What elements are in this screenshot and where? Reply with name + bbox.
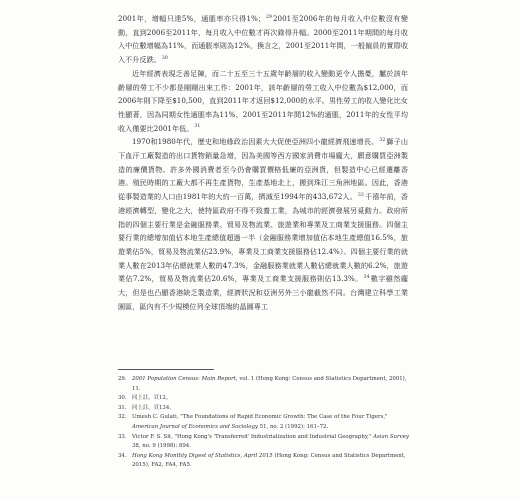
footnote-rule [118,369,214,370]
paragraph-text: 2001年，增幅只達5%，通脹率亦只得1%； [118,14,266,23]
footnote-marker[interactable]: 29 [266,14,272,20]
footnote-marker[interactable]: 33 [357,192,364,198]
footnote-marker[interactable]: 31 [194,124,201,130]
footnote-number: 34. [118,452,127,459]
footnote-marker[interactable]: 34 [363,275,370,280]
citation-text: 51, no. 2 (1992): 161–72. [257,423,329,430]
footnote-text [132,375,410,394]
footnote-item [118,413,410,432]
paragraph-text: 2001至2006年的每月收入中位數沒有變動，直到2006至2011年，每月收入中位數才再次錄得升幅。2000至2011年期間的每月收入中位數增幅為11%，而通脹率則為12%，換言之，2001至2011年間，一般僱員的實際收入不升反跌。 [118,14,409,65]
footnote-item [118,404,410,414]
footnote-number: 32. [118,414,127,421]
footnote-text [132,433,410,452]
citation-title: 2001 Population Census: Main Report [132,376,236,382]
footnote-item [118,375,410,394]
paragraph-text: 1970和1980年代，歷史和地緣政治因素大大促使亞洲四小龍經濟飛速增長。 [132,137,379,147]
citation-text: , vol. 1 (Hong Kong: Census and Statistics Department, 2001), 11. [132,376,407,392]
body-text [118,12,408,313]
footnote-number: 29. [118,376,127,382]
paragraph [118,135,408,313]
citation-text: Umesh C. Gulati, "The Foundations of Rapid Economic Growth: The Case of the Four Tigers," [132,414,388,421]
footnote-item [118,452,410,471]
citation-text: 38, no. 9 (1998): 894. [132,443,191,450]
footnote-text [132,413,410,432]
footnote-item [118,433,410,452]
footnote-number: 33. [118,433,127,440]
footnote-item [118,394,410,404]
paragraph-text: 獅子山下血汗工廠製造的出口貨物銷量急增，因為美國等西方國家消費市場龐大，願意購買亞洲製造的廉價貨物。許多外國消費者至今仍會購買價格低廉的亞洲貨，但製造中心已經遷離香港。殖民時期的工廠大都不再生產貨物，生產基地北上，搬到珠江三角洲地區。因此，香港從事製造業的人口由1981年的大約一百萬，擠減至1994年的433,672人。 [118,137,408,202]
footnote-number: 31. [118,404,127,411]
footnote-marker[interactable]: 30 [161,55,168,61]
paragraph-text: 數字雖然龐大，但是也凸顯香港缺乏製造業，經濟狀況和亞洲另外三小龍截然不同。台灣建立科學工業園區，區內有不少規模位列全球頂端的晶圓專工 [118,274,408,311]
citation-text: 同上註，頁134。 [132,404,175,411]
footnote-text [132,404,410,414]
citation-text: 同上註，頁12。 [132,395,172,402]
citation-title: Asian Survey [373,433,409,440]
citation-title: American Journal of Economics and Sociology [132,423,258,430]
footnote-text [132,394,410,404]
footnote-marker[interactable]: 32 [379,137,386,143]
citation-text: (Hong Kong: Census and Statistics Department, 2015), FA2, FA4, FA5. [132,452,406,469]
paragraph [118,67,408,136]
paragraph-text: 千禧年前，香港經濟轉型，變化之大，使特區政府不得不致養工業，為城市的經濟發展另覓動力。政府所指的四個主要行業是金融服務業、貿易及物流業、旅遊業和專業及工商業支援服務。四個主要行業的總增加值佔本地生產總值超過一半（金融服務業增加值佔本地生產總值16.5%，旅遊業佔5%，貿易及物流業佔23.9%，專業及工商業支援服務佔12.4%）。四個主要行業的就業人數在2013年佔總就業人數的47.3%，金融服務業就業人數佔總就業人數的6.2%，旅遊業佔7.2%，貿易及物流業佔20.6%，專業及工商業支援服務則佔13.3%。 [118,192,409,284]
citation-title: Hong Kong Monthly Digest of Statistics, April 2015 [132,452,273,459]
footnotes [118,375,410,471]
paragraph [118,12,408,67]
paragraph-text: 近年經濟表現乏善足陳，而二十五至三十五歲年齡層的收入變動更令人擔憂，屬於該年齡層的勞工不少都是剛剛出來工作：2001年，該年齡層的勞工收入中位數為$12,000，而2006年則下降至$10,500，直到2011年才返回$12,000的水平。男性勞工的收入變化比女性顯著，因為同期女性通脹率為11%、2001至2011年間12%的通脹，2011年的女性平均收入僅要比2001年低。 [118,68,408,133]
citation-text: Victor F. S. Sit, "Hong Kong's 'Transferred' Industrialization and Industrial Geography," [132,433,374,440]
footnote-text [132,452,410,471]
footnote-number: 30. [118,395,127,402]
